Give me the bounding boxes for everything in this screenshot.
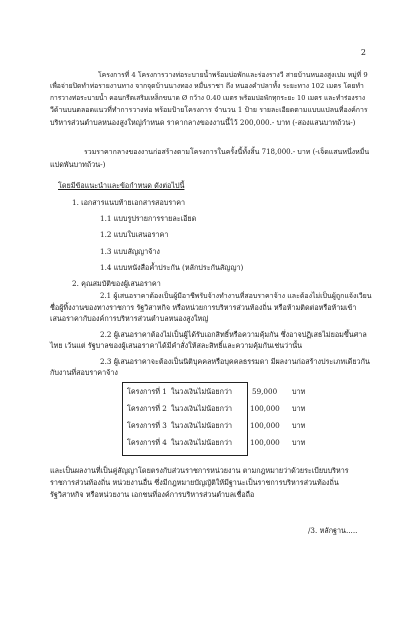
page-number: 2 [360,48,366,57]
section1-item: 1.4 แบบหนังสือค้ำประกัน (หลักประกันสัญญา) [100,263,244,272]
req-amount: 100,000 [250,421,280,430]
req-project: โครงการที่ 4 [127,438,167,447]
req-unit: บาท [292,387,306,396]
closing-line: รัฐวิสาหกิจ หรือหน่วยงาน เอกชนที่องค์การบริหารส่วนตำบลเชื่อถือ [50,490,255,499]
project4-line: บริหารส่วนตำบลหนองสูงใหญ่กำหนด ราคากลางของงานนี้ไว้ 200,000.- บาท (-สองแสนบาทถ้วน-) [50,118,356,127]
section1-item: 1.2 แบบใบเสนอราคา [100,230,169,239]
section1-item: 1.3 แบบสัญญาจ้าง [100,247,160,256]
req-amount: 100,000 [250,404,280,413]
req-unit: บาท [292,438,306,447]
project4-line: เพื่อจ่ายปิดทำท่อรายงานทาง จากจุดบ้านนางทอง หมื่นราชา ถึง หนองคำปลาทั้ง ระยะทาง 102 เมตร โดยทำ [50,82,364,90]
section1-title: 1. เอกสารแนบท้ายเอกสารสอบราคา [72,198,186,207]
clause-2-1-line: เสนอราคากับองค์การบริหารส่วนตำบลหนองสูงใหญ่ [50,314,209,323]
closing-line: และเป็นผลงานที่เป็นคู่สัญญาโดยตรงกับส่วนราชการหน่วยงาน ตามกฎหมายว่าด้วยระเบียบบริหาร [50,466,349,475]
req-project: โครงการที่ 3 [127,421,167,430]
section1-item: 1.1 แบบรูปรายการรายละเอียด [100,214,197,223]
req-label: ในวงเงินไม่น้อยกว่า [171,387,233,396]
clause-2-3-line: กับงานที่สอบราคาจ้าง [50,368,118,377]
closing-line: ราชการส่วนท้องถิ่น หน่วยงานอื่น ซึ่งมีกฎหมายบัญญัติให้มีฐานะเป็นราชการบริหารส่วนท้องถิ่น [50,478,339,487]
project4-line: โครงการที่ 4 โครงการวางท่อระบายน้ำพร้อมบ่อพักและร่องรางวี สายบ้านหนองสูงเปม หมู่ที่ 9 [98,71,368,79]
section2-title: 2. คุณสมบัติของผู้เสนอราคา [72,279,161,288]
req-amount: 59,000 [252,387,278,396]
project4-line: วีด้านบนตลอดแนวที่ทำการวางท่อ พร้อมป้ายโครงการ จำนวน 1 ป้าย รายละเอียดตามแบบแปลนที่องค์การ [50,106,368,114]
req-unit: บาท [292,421,306,430]
clause-2-2-line: ไทย เว้นแต่ รัฐบาลของผู้เสนอราคาได้มีคำสั่งให้สละสิทธิ์และความคุ้มกันเช่นว่านั้น [50,341,303,350]
req-amount: 100,000 [250,438,280,447]
req-project: โครงการที่ 1 [127,387,167,396]
req-project: โครงการที่ 2 [127,404,167,413]
req-label: ในวงเงินไม่น้อยกว่า [171,421,233,430]
clause-2-1-line: ชื่อผู้ทิ้งงานของทางราชการ รัฐวิสาหกิจ หรือหน่วยการบริหารส่วนท้องถิ่น หรือห้ามติดต่อหรือห้ามเข้า [50,303,357,312]
total-price-line: รวมราคากลางของงานก่อสร้างตามโครงการในครั้งนี้ทั้งสิ้น 718,000.- บาท (-เจ็ดแสนหนึ่งหมื่น [84,148,370,156]
project4-line: การวางท่อระบายน้ำ คอนกรีตเสริมเหล็กขนาด Ø กว้าง 0.40 เมตร พร้อมบ่อพักทุกระยะ 10 เมตร และทำร่องราง [50,94,366,102]
req-label: ในวงเงินไม่น้อยกว่า [171,404,233,413]
req-label: ในวงเงินไม่น้อยกว่า [171,438,233,447]
req-unit: บาท [292,404,306,413]
clause-2-3-line: 2.3 ผู้เสนอราคาจะต้องเป็นนิติบุคคลหรือบุคคลธรรมดา มีผลงานก่อสร้างประเภทเดียวกัน [100,357,370,366]
total-price-line: แปดพันบาทถ้วน-) [50,160,106,169]
continuation-note: /3. หลักฐาน..... [308,526,358,535]
clause-2-2-line: 2.2 ผู้เสนอราคาต้องไม่เป็นผู้ได้รับเอกสิทธิ์หรือความคุ้มกัน ซึ่งอาจปฏิเสธไม่ยอมขึ้นศาล [100,330,367,339]
clause-2-1-line: 2.1 ผู้เสนอราคาต้องเป็นผู้มีอาชีพรับจ้างทำงานที่สอบราคาจ้าง และต้องไม่เป็นผู้ถูกแจ้งเวียน [100,292,372,300]
offer-heading: โดยมีข้อแนะนำและข้อกำหนด ดังต่อไปนี้ [58,181,185,190]
